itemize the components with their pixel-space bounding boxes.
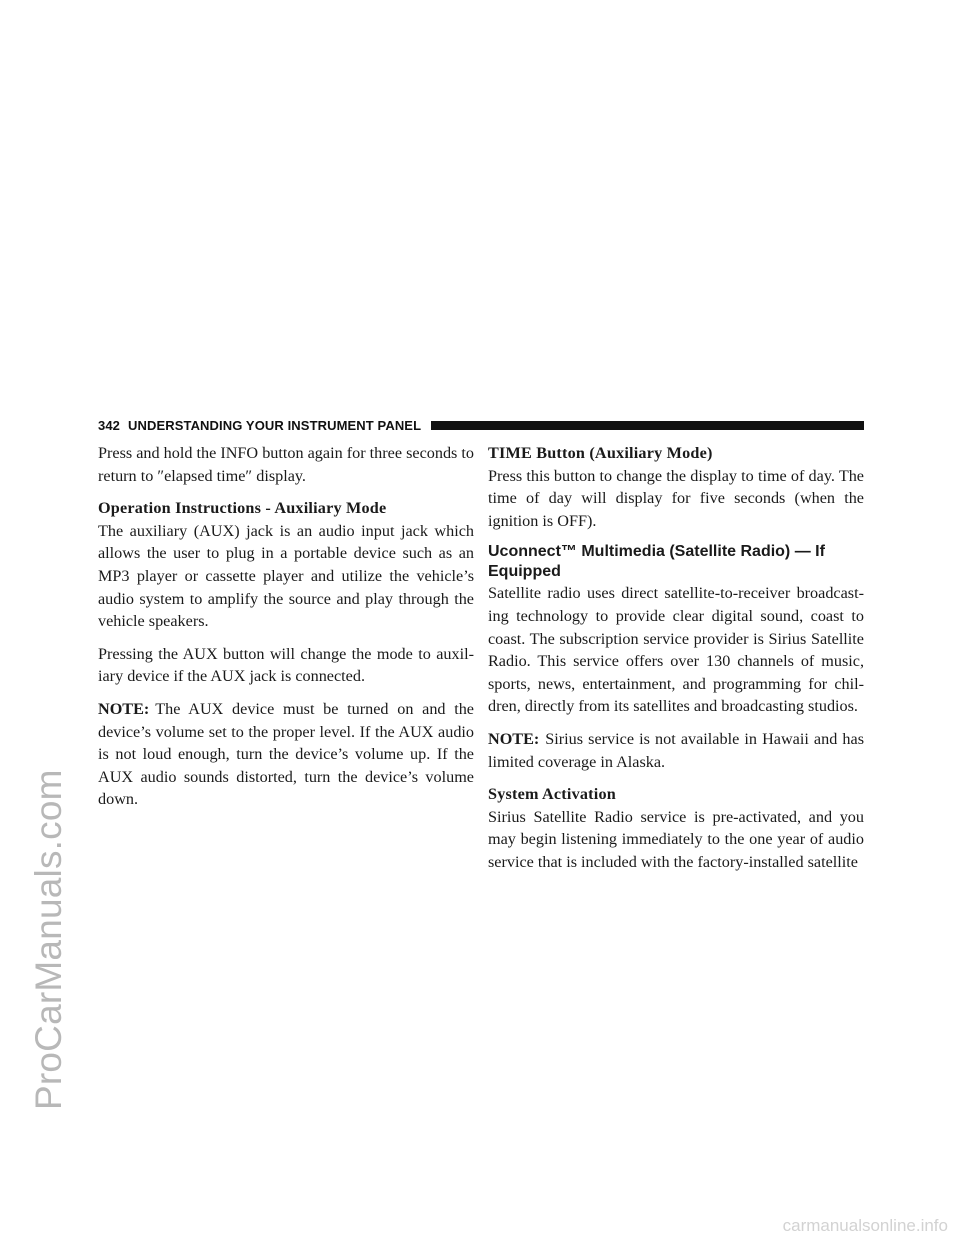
system-activation-heading: System Activation <box>488 785 616 804</box>
aux-jack-paragraph: The auxiliary (AUX) jack is an audio input jack which allows the user to plug in a portable device such as an MP3 player or cassette player and utilize the vehicle’s audio system to amplify the source and play through the vehicle speakers. <box>98 521 474 631</box>
time-button-paragraph: Press this button to change the display to time of day. The time of day will display for five seconds (when the ignition is OFF). <box>488 466 864 530</box>
aux-button-paragraph: Pressing the AUX button will change the mode to auxil-iary device if the AUX jack is connected. <box>98 644 474 686</box>
section-title: UNDERSTANDING YOUR INSTRUMENT PANEL <box>128 417 422 433</box>
aux-note <box>98 698 474 811</box>
info-button-paragraph: Press and hold the INFO button again for three seconds to return to ″elapsed time″ display. <box>98 444 474 485</box>
satellite-radio-paragraph: Satellite radio uses direct satellite-to-receiver broadcast-ing technology to provide clear digital sound, coast to coast. The subscription service provider is Sirius Satellite Radio. This service offers over 130 channels of music, sports, news, entertainment, and programming for chil-dren, directly from its satellites and broadcasting studios. <box>488 584 864 716</box>
side-watermark: ProCarManuals.com <box>28 769 69 1110</box>
page-number: 342 <box>98 417 120 433</box>
sirius-note <box>488 728 864 773</box>
header-text <box>98 418 421 433</box>
page-header <box>98 416 864 434</box>
uconnect-heading: Uconnect™ Multimedia (Satellite Radio) — If Equipped <box>488 543 825 581</box>
time-button-heading: TIME Button (Auxiliary Mode) <box>488 444 713 462</box>
note-label: NOTE: <box>98 699 150 718</box>
right-column <box>488 442 864 884</box>
note-label: NOTE: <box>488 729 540 748</box>
note-text: The AUX device must be turned on and the device’s volume set to the proper level. If the AUX audio is not loud enough, turn the device’s volume up. If the AUX audio sounds distorted, turn the device’s volume down. <box>98 699 474 809</box>
header-rule <box>431 421 864 430</box>
left-column <box>98 442 474 821</box>
activation-paragraph: Sirius Satellite Radio service is pre-activated, and you may begin listening immediately to the one year of audio service that is included with the factory-installed satellite <box>488 807 864 871</box>
aux-mode-heading: Operation Instructions - Auxiliary Mode <box>98 499 387 518</box>
note-text: Sirius service is not available in Hawaii and has limited coverage in Alaska. <box>488 729 864 771</box>
bottom-watermark: carmanualsonline.info <box>782 1216 948 1235</box>
